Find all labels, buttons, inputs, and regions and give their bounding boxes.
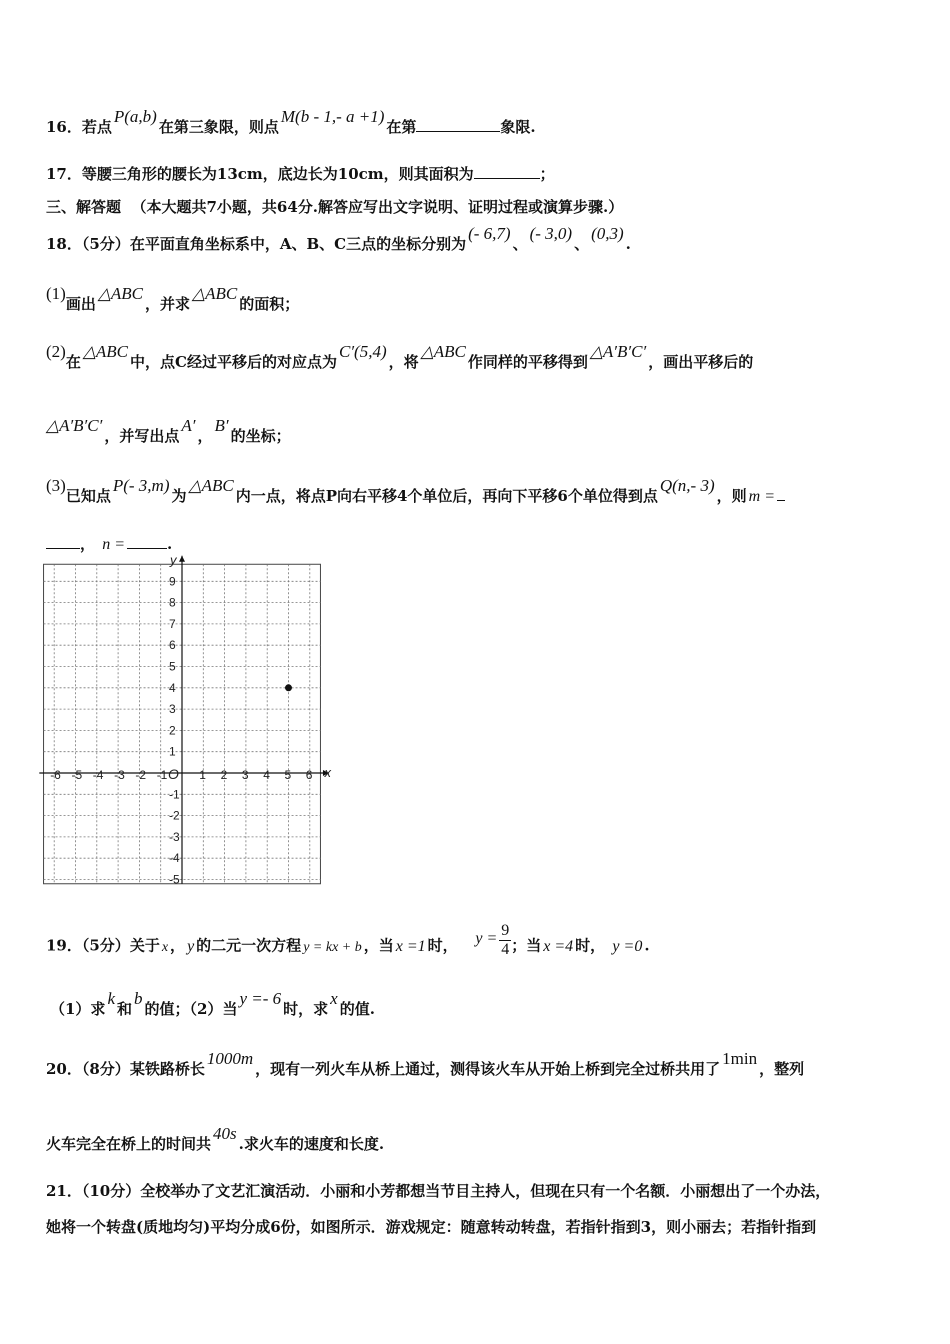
question-21: 21．（10分）全校举办了文艺汇演活动．小丽和小芳都想当节目主持人，但现在只有一个名额．小丽想出了一个办法， <box>46 1182 831 1200</box>
question-18-part-1: (1)画出△ABC，并求△ABC的面积； <box>46 284 300 313</box>
answer-blank-n[interactable] <box>127 534 167 549</box>
x-tick-label: 2 <box>220 768 228 782</box>
question-number: 18． <box>46 235 82 253</box>
y-tick-label: 8 <box>169 595 176 610</box>
y-tick-label: 4 <box>169 680 176 695</box>
y-tick-label: -4 <box>169 851 180 866</box>
y-tick-label: 5 <box>169 659 176 674</box>
y-tick-label: -3 <box>169 829 180 844</box>
question-17: 17．等腰三角形的腰长为13cm，底边长为10cm，则其面积为 ； <box>46 165 555 183</box>
x-tick-label: -2 <box>135 768 147 782</box>
question-19: 19．（5分）关于 x ， y 的二元一次方程 y = kx + b ，当 x =1 时， y = $\frac{9}{4}$ ；当 x =4 时， y =0 . <box>46 922 650 958</box>
question-number: 16． <box>46 118 82 136</box>
part-label: (3) <box>46 476 66 495</box>
y-tick-label: 9 <box>169 574 176 589</box>
x-axis-label: x <box>324 765 331 780</box>
question-18-part-2-cont: △A′B′C′，并写出点A′，B′的坐标； <box>46 416 291 445</box>
x-tick-label: 6 <box>305 768 313 782</box>
section-title: 三、解答题 <box>46 198 122 216</box>
coordinate-grid <box>40 552 340 887</box>
answer-blank[interactable] <box>416 117 500 132</box>
y-tick-label: 3 <box>169 702 176 717</box>
x-tick-label: 5 <box>284 768 292 782</box>
y-axis-arrow <box>179 556 185 562</box>
question-18-part-3-cont: ， n = . <box>46 533 172 554</box>
x-tick-label: 4 <box>263 768 270 782</box>
y-tick-label: -5 <box>169 872 180 887</box>
y-tick-label: 1 <box>169 744 176 759</box>
answer-blank-m[interactable] <box>777 486 785 501</box>
x-tick-label: -3 <box>114 768 125 782</box>
question-number: 19． <box>46 936 82 955</box>
question-number: 21． <box>46 1182 82 1200</box>
section-heading <box>46 196 623 217</box>
y-tick-label: 6 <box>169 638 176 653</box>
question-21-cont: 她将一个转盘(质地均匀)平均分成6份，如图所示．游戏规定：随意转动转盘，若指针指到3，则小丽去；若指针指到 <box>46 1218 817 1236</box>
answer-blank[interactable] <box>474 164 540 179</box>
question-18: 18．（5分）在平面直角坐标系中，A、B、C三点的坐标分别为(- 6,7)、(- 3,0)、(0,3). <box>46 224 631 253</box>
y-tick-label: 2 <box>169 723 176 738</box>
y-tick-label: -2 <box>169 808 180 823</box>
y-axis-label: y <box>170 552 177 568</box>
x-tick-label: 1 <box>199 768 206 782</box>
grid-lines <box>39 556 329 884</box>
x-tick-label: -6 <box>50 768 61 782</box>
y-tick-label: -1 <box>169 787 180 802</box>
question-19-sub: （1）求k和b的值；（2）当y =- 6时，求x的值. <box>50 989 375 1018</box>
question-number: 17． <box>46 165 82 183</box>
question-18-part-2: (2)在△ABC中，点C经过平移后的对应点为C′(5,4)，将△ABC作同样的平移得到△A′B′C′，画出平移后的 <box>46 342 754 371</box>
question-number: 20． <box>46 1060 82 1078</box>
answer-blank-m-cont[interactable] <box>46 534 80 549</box>
math-point-p: P(a,b) <box>113 107 157 126</box>
y-tick-label: 7 <box>169 616 176 631</box>
question-20-cont: 火车完全在桥上的时间共40s.求火车的速度和长度. <box>46 1124 385 1153</box>
section-note: （本大题共7小题，共64分.解答应写出文字说明、证明过程或演算步骤.） <box>131 198 624 216</box>
question-18-part-3: (3)已知点P(- 3,m)为△ABC内一点，将点P向右平移4个单位后，再向下平移6个单位得到点Q(n,- 3)，则 m = <box>46 485 785 506</box>
point-c-prime <box>285 684 292 691</box>
question-16: 16．若点P(a,b)在第三象限，则点M(b - 1,- a +1)在第 象限. <box>46 107 536 136</box>
x-tick-label: 3 <box>241 768 249 782</box>
x-tick-label: -1 <box>156 768 168 782</box>
math-point-m: M(b - 1,- a +1) <box>280 107 385 126</box>
fraction-nine-fourths: $\frac{9}{4}$ <box>501 922 510 958</box>
part-label: (1) <box>46 284 66 303</box>
x-tick-label: -4 <box>92 768 104 782</box>
x-tick-label: -5 <box>71 768 83 782</box>
origin-label: O <box>168 766 179 782</box>
question-20: 20．（8分）某铁路桥长1000m，现有一列火车从桥上通过，测得该火车从开始上桥到完全过桥共用了1min，整列 <box>46 1049 805 1078</box>
part-label: (2) <box>46 342 66 361</box>
